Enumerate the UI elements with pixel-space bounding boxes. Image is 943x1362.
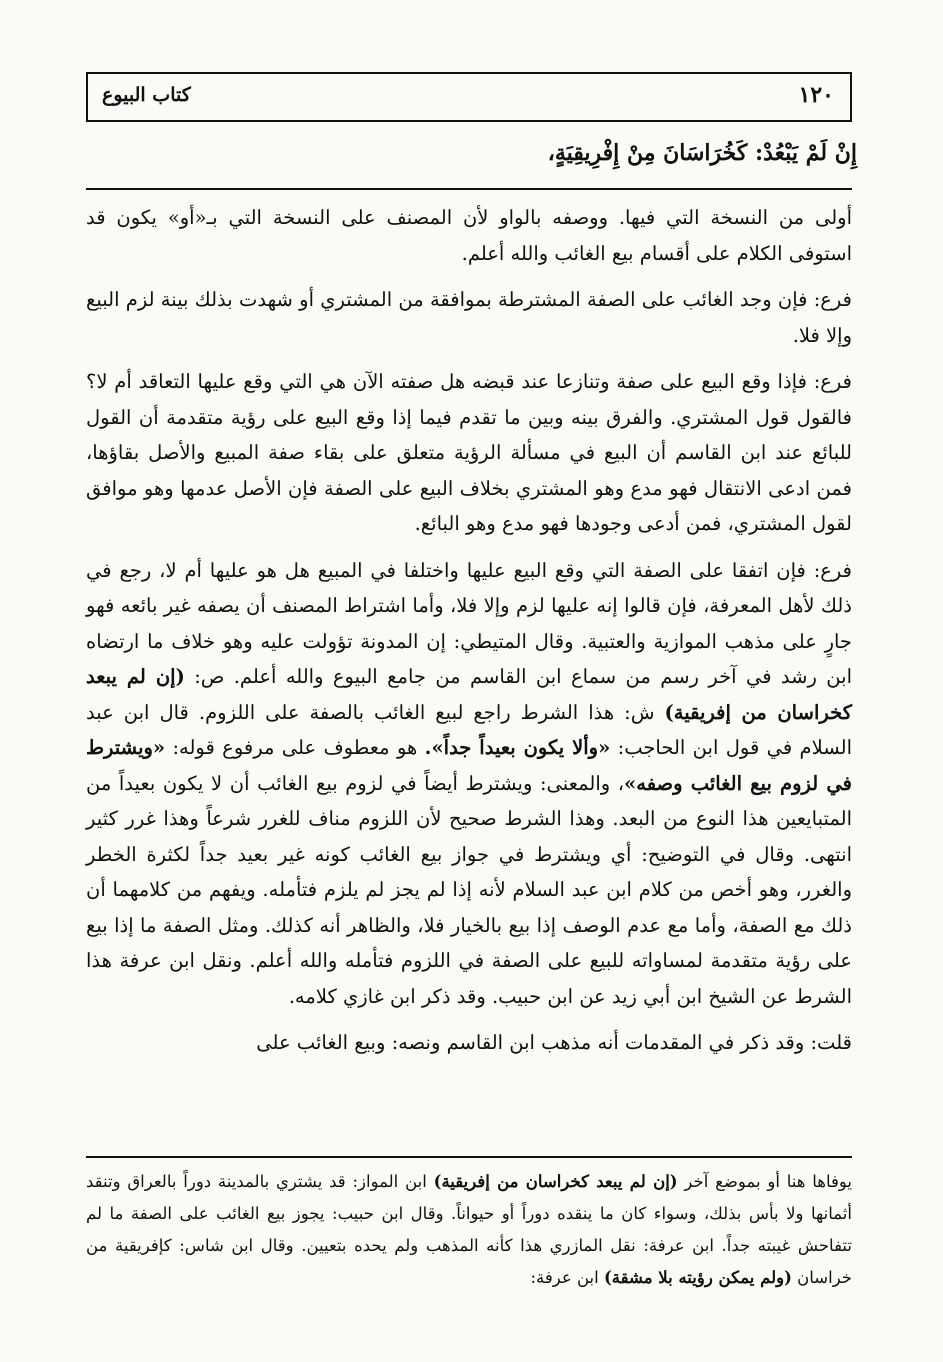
main-commentary — [86, 200, 852, 1072]
running-header — [86, 72, 852, 122]
matn-verse: إِنْ لَمْ يَبْعُدْ: كَخُرَاسَانَ مِنْ إِفْرِيقِيَةٍ، — [547, 140, 857, 166]
paragraph-4-part-c: هو معطوف على مرفوع قوله: — [172, 736, 418, 759]
paragraph-4-part-d: ، والمعنى: ويشترط أيضاً في لزوم بيع الغائب أن لا يكون بعيداً من المتبايعين هذا النوع من البعد. وهذا الشرط صحيح لأن اللزوم مناف للغرر شرعاً وهذا غرر كثير انتهى. وقال في التوضيح: أي ويشترط في جواز بيع الغائب كونه غير بعيد جداً لكثرة الخطر والغرر، وهو أخص من كلام ابن عبد السلام لأنه إذا لم يجز لم يلزم فتأمله. ويفهم من كلامهما أن ذلك مع الصفة، وأما مع عدم الوصف إذا بيع بالخيار فلا، والظاهر أنه كذلك. ومثل الصفة ما إذا بيع على رؤية متقدمة لمساواته للبيع على الصفة في اللزوم فتأمله والله أعلم. ونقل ابن عرفة هذا الشرط عن الشيخ ابن أبي زيد عن ابن حبيب. وقد ذكر ابن غازي كلامه. — [86, 771, 852, 1008]
quoted-matn: (إن لم يبعد كخراسان من إفريقية) — [86, 665, 852, 724]
page-number: ١٢٠ — [798, 82, 834, 108]
paragraph-4-part-b: ش: هذا الشرط راجع لبيع الغائب بالصفة على اللزوم. قال ابن عبد السلام في قول ابن الحاجب: — [86, 700, 853, 759]
lower-commentary — [86, 1166, 852, 1294]
paragraph-4-part-a: فرع: فإن اتفقا على الصفة التي وقع البيع عليها واختلفا في المبيع هل هو عليها أم لا، رجع في ذلك لأهل المعرفة، فإن قالوا إنه عليها لزم وإلا فلا، وأما اشتراط المصنف أن يصفه غير بائعه فهو جارٍ على مذهب الموازية والعتبية. وقال المتيطي: إن المدونة تؤولت عليه وهو خلاف ما ارتضاه ابن رشد في آخر رسم من سماع ابن القاسم من جامع البيوع والله أعلم. ص: — [86, 558, 852, 688]
lower-paragraph — [86, 1166, 852, 1294]
book-title: كتاب البيوع — [102, 84, 191, 106]
paragraph-3: فرع: فإذا وقع البيع على صفة وتنازعا عند قبضه هل صفته الآن هي التي وقع عليها التعاقد أم لا؟ فالقول قول المشتري. والفرق بينه وبين ما تقدم فيما إذا وقع البيع على رؤية متقدمة أن القول للبائع عند ابن القاسم أن البيع في مسألة الرؤية متعلق على بقاء صفة المبيع والأصل بقاؤها، فمن ادعى الانتقال فهو مدع وهو المشتري بخلاف البيع على الصفة فإن الأصل عدمها وهو موافق لقول المشتري، فمن أدعى وجودها فهو مدع وهو البائع. — [86, 370, 852, 535]
footnote-divider — [86, 1156, 852, 1158]
lower-quoted-condition: (ولم يمكن رؤيته بلا مشقة) — [603, 1268, 792, 1287]
lower-part-b: ابن المواز: قد يشتري بالمدينة دوراً بالعراق وتنقد أثمانها ولا بأس بذلك، وسواء كان ما ينقده دوراً أو حيواناً. وقال ابن حبيب: يجوز بيع الغائب على الصفة ما لم تتفاحش غيبته جداً. ابن عرفة: نقل المازري هذا كأنه المذهب ولم يحده بتعيين. وقال ابن شاس: كإفريقية من خراسان — [86, 1172, 852, 1287]
quoted-ibn-hajib: «وألا يكون بعيداً جداً». — [424, 736, 611, 759]
lower-quoted-matn: (إن لم يبعد كخراسان من إفريقية) — [433, 1172, 678, 1191]
lower-part-a: يوفاها هنا أو بموضع آخر — [684, 1172, 853, 1191]
quoted-condition: «ويشترط في لزوم بيع الغائب وصفه» — [86, 736, 852, 795]
lower-part-c: ابن عرفة: — [530, 1268, 599, 1287]
top-divider — [86, 188, 852, 190]
paragraph-1: أولى من النسخة التي فيها. ووصفه بالواو لأن المصنف على النسخة التي بـ«أو» يكون قد استوفى الكلام على أقسام بيع الغائب والله أعلم. — [86, 206, 852, 265]
paragraph-5: قلت: وقد ذكر في المقدمات أنه مذهب ابن القاسم ونصه: وبيع الغائب على — [256, 1031, 852, 1054]
paragraph-2: فرع: فإن وجد الغائب على الصفة المشترطة بموافقة من المشتري أو شهدت بذلك بينة لزم البيع وإلا فلا. — [86, 288, 852, 347]
paragraph-4 — [86, 553, 852, 1015]
